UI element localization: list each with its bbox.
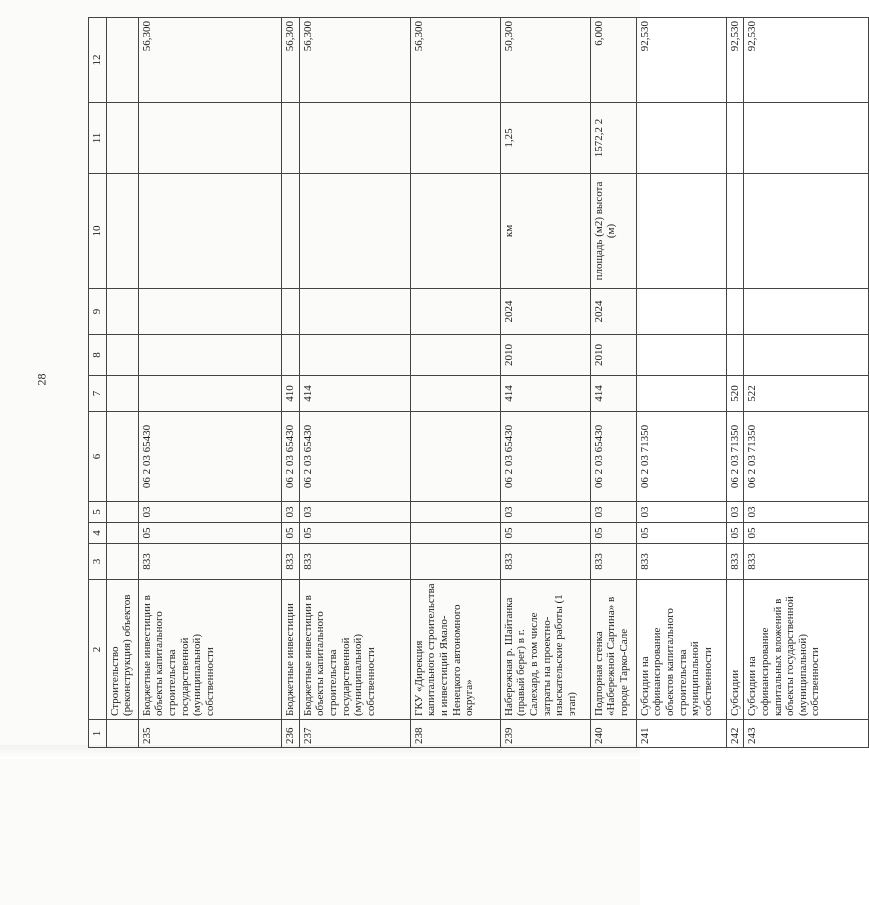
table-cell-col-12: 56,300: [410, 18, 500, 103]
table-cell-col-7: 410: [281, 376, 299, 412]
table-cell-col-2: Набережная р. Шайтанка (правый берег) в г. Салехард, в том числе затраты на проектно-изыскательские работы (1 этап): [500, 580, 590, 720]
table-cell-col-7: 522: [744, 376, 869, 412]
table-cell-col-8: [106, 335, 138, 376]
table-cell-col-6: 06 2 03 71350: [636, 412, 726, 502]
table-cell-col-8: [636, 335, 726, 376]
table-cell-col-8: [410, 335, 500, 376]
table-cell-col-6: 06 2 03 65430: [281, 412, 299, 502]
budget-table: [88, 17, 869, 748]
column-header-5: 5: [89, 502, 107, 523]
table-cell-col-12: 56,300: [299, 18, 410, 103]
table-cell-col-5: [106, 502, 138, 523]
table-cell-col-10: км: [500, 174, 590, 289]
table-cell-col-4: 05: [590, 523, 636, 544]
table-cell-col-6: 06 2 03 65430: [138, 412, 281, 502]
table-cell-col-1: 240: [590, 720, 636, 748]
table-cell-col-4: 05: [138, 523, 281, 544]
table-cell-col-12: 92,530: [726, 18, 744, 103]
table-cell-col-1: [106, 720, 138, 748]
table-cell-col-2: Бюджетные инвестиции в объекты капитального строительства государственной (муниципальной) собственности: [138, 580, 281, 720]
table-cell-col-11: [106, 103, 138, 174]
table-cell-col-5: 03: [726, 502, 744, 523]
table-cell-col-12: 56,300: [138, 18, 281, 103]
table-cell-col-4: [106, 523, 138, 544]
table-cell-col-6: [106, 412, 138, 502]
table-cell-col-1: 242: [726, 720, 744, 748]
table-cell-col-6: [410, 412, 500, 502]
table-cell-col-12: 92,530: [744, 18, 869, 103]
table-cell-col-3: 833: [500, 544, 590, 580]
table-cell-col-12: 56,300: [281, 18, 299, 103]
column-header-3: 3: [89, 544, 107, 580]
table-cell-col-8: [726, 335, 744, 376]
table-cell-col-3: 833: [138, 544, 281, 580]
table-cell-col-4: [410, 523, 500, 544]
table-cell-col-9: [636, 289, 726, 335]
table-cell-col-11: [744, 103, 869, 174]
table-cell-col-12: [106, 18, 138, 103]
table-cell-col-7: [410, 376, 500, 412]
table-cell-col-9: 2024: [590, 289, 636, 335]
table-cell-col-9: [138, 289, 281, 335]
table-cell-col-7: 414: [500, 376, 590, 412]
table-cell-col-10: площадь (м2) высота (м): [590, 174, 636, 289]
table-cell-col-7: 414: [299, 376, 410, 412]
table-cell-col-5: 03: [138, 502, 281, 523]
table-cell-col-8: 2010: [500, 335, 590, 376]
column-header-11: 11: [89, 103, 107, 174]
table-cell-col-11: [636, 103, 726, 174]
table-row: [410, 18, 500, 748]
table-cell-col-1: 239: [500, 720, 590, 748]
table-cell-col-9: [726, 289, 744, 335]
table-body: [106, 18, 869, 748]
column-header-2: 2: [89, 580, 107, 720]
table-cell-col-4: 05: [726, 523, 744, 544]
table-row: [726, 18, 744, 748]
table-cell-col-12: 92,530: [636, 18, 726, 103]
table-cell-col-3: 833: [636, 544, 726, 580]
table-cell-col-7: [636, 376, 726, 412]
table-row: [281, 18, 299, 748]
table-cell-col-2: Субсидии на софинансирование капитальных вложений в объекты государственной (муниципальной) собственности: [744, 580, 869, 720]
table-cell-col-3: 833: [726, 544, 744, 580]
table-cell-col-2: Бюджетные инвестиции в объекты капитального строительства государственной (муниципальной) собственности: [299, 580, 410, 720]
table-cell-col-5: 03: [744, 502, 869, 523]
column-header-10: 10: [89, 174, 107, 289]
table-cell-col-6: 06 2 03 71350: [744, 412, 869, 502]
table-cell-col-9: [299, 289, 410, 335]
table-cell-col-1: 243: [744, 720, 869, 748]
page-number: 28: [34, 373, 49, 386]
table-row: [590, 18, 636, 748]
table-cell-col-1: 238: [410, 720, 500, 748]
table-cell-col-7: [138, 376, 281, 412]
table-cell-col-1: 235: [138, 720, 281, 748]
table-cell-col-1: 236: [281, 720, 299, 748]
table-row: [744, 18, 869, 748]
column-header-4: 4: [89, 523, 107, 544]
table-cell-col-10: [726, 174, 744, 289]
table-cell-col-4: 05: [299, 523, 410, 544]
table-cell-col-6: 06 2 03 65430: [590, 412, 636, 502]
table-cell-col-10: [138, 174, 281, 289]
table-row: [636, 18, 726, 748]
table-cell-col-4: 05: [281, 523, 299, 544]
table-cell-col-7: 520: [726, 376, 744, 412]
table-cell-col-8: 2010: [590, 335, 636, 376]
table-cell-col-9: [744, 289, 869, 335]
column-header-1: 1: [89, 720, 107, 748]
table-cell-col-4: 05: [636, 523, 726, 544]
rotated-table-wrapper: [88, 18, 822, 748]
table-cell-col-2: Подпорная стенка «Набережной Сартина» в городе Тарко-Сале: [590, 580, 636, 720]
table-row: [299, 18, 410, 748]
column-header-7: 7: [89, 376, 107, 412]
table-cell-col-11: [138, 103, 281, 174]
column-header-8: 8: [89, 335, 107, 376]
table-cell-col-3: [106, 544, 138, 580]
table-cell-col-4: 05: [744, 523, 869, 544]
table-cell-col-2: Строительство (реконструкция) объектов: [106, 580, 138, 720]
table-cell-col-10: [106, 174, 138, 289]
table-cell-col-7: [106, 376, 138, 412]
table-cell-col-2: Бюджетные инвестиции: [281, 580, 299, 720]
table-row: [106, 18, 138, 748]
table-cell-col-3: [410, 544, 500, 580]
table-cell-col-5: 03: [299, 502, 410, 523]
table-cell-col-12: 50,300: [500, 18, 590, 103]
table-row: [138, 18, 281, 748]
table-cell-col-6: 06 2 03 65430: [500, 412, 590, 502]
table-cell-col-8: [281, 335, 299, 376]
table-cell-col-1: 237: [299, 720, 410, 748]
table-cell-col-11: [726, 103, 744, 174]
table-cell-col-3: 833: [299, 544, 410, 580]
table-cell-col-10: [410, 174, 500, 289]
table-cell-col-3: 833: [281, 544, 299, 580]
table-cell-col-5: 03: [590, 502, 636, 523]
table-cell-col-6: 06 2 03 65430: [299, 412, 410, 502]
table-cell-col-3: 833: [590, 544, 636, 580]
column-header-6: 6: [89, 412, 107, 502]
table-cell-col-5: 03: [281, 502, 299, 523]
table-cell-col-2: ГКУ «Дирекция капитального строительства и инвестиций Ямало-Ненецкого автономного округа»: [410, 580, 500, 720]
table-cell-col-10: [281, 174, 299, 289]
table-row: [500, 18, 590, 748]
column-number-row: [89, 18, 107, 748]
table-cell-col-2: Субсидии: [726, 580, 744, 720]
table-cell-col-11: 1,25: [500, 103, 590, 174]
table-cell-col-3: 833: [744, 544, 869, 580]
table-cell-col-8: [138, 335, 281, 376]
table-cell-col-9: [410, 289, 500, 335]
table-cell-col-9: [281, 289, 299, 335]
table-cell-col-1: 241: [636, 720, 726, 748]
table-cell-col-7: 414: [590, 376, 636, 412]
table-cell-col-10: [636, 174, 726, 289]
table-cell-col-11: [410, 103, 500, 174]
column-header-9: 9: [89, 289, 107, 335]
table-cell-col-11: 1572,2 2: [590, 103, 636, 174]
table-cell-col-5: [410, 502, 500, 523]
column-header-12: 12: [89, 18, 107, 103]
table-cell-col-2: Субсидии на софинансирование объектов капитального строительства муниципальной собственности: [636, 580, 726, 720]
table-cell-col-12: 6,000: [590, 18, 636, 103]
table-cell-col-5: 03: [636, 502, 726, 523]
table-cell-col-11: [299, 103, 410, 174]
table-cell-col-8: [744, 335, 869, 376]
table-cell-col-4: 05: [500, 523, 590, 544]
table-cell-col-10: [299, 174, 410, 289]
table-cell-col-9: 2024: [500, 289, 590, 335]
table-cell-col-9: [106, 289, 138, 335]
table-cell-col-6: 06 2 03 71350: [726, 412, 744, 502]
table-cell-col-5: 03: [500, 502, 590, 523]
table-cell-col-11: [281, 103, 299, 174]
table-cell-col-8: [299, 335, 410, 376]
table-cell-col-10: [744, 174, 869, 289]
